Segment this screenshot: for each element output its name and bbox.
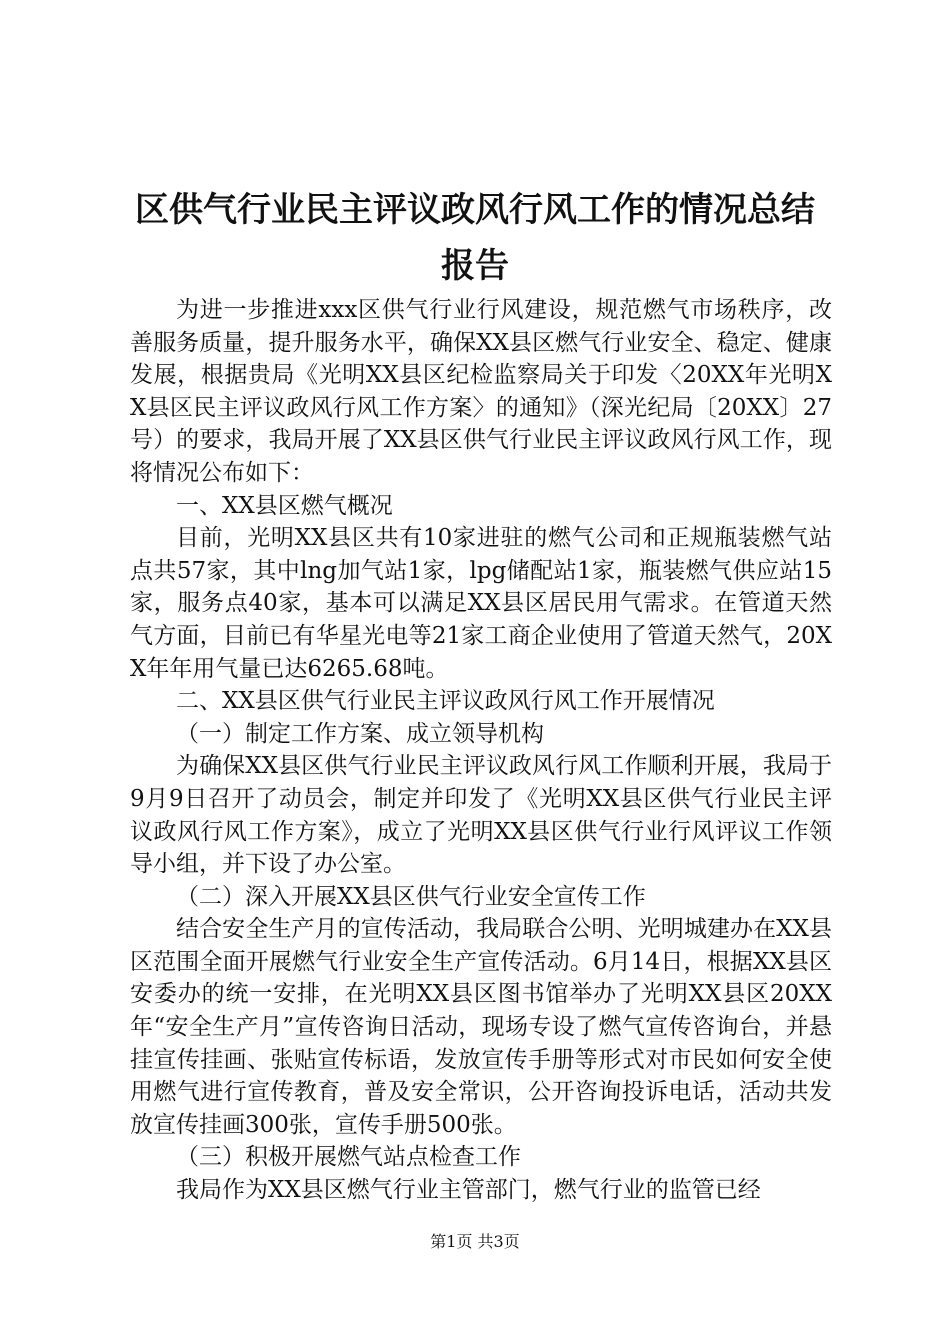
document-title-line-1: 区供气行业民主评议政风行风工作的情况总结	[135, 190, 815, 230]
subsection-heading-safety: （二）深入开展XX县区供气行业安全宣传工作	[176, 883, 646, 910]
document-title-line-2: 报告	[441, 246, 509, 286]
page-number-footer: 第1页 共3页	[430, 1232, 520, 1251]
subsection-heading-inspection: （三）积极开展燃气站点检查工作	[176, 1144, 521, 1171]
section-heading-progress: 二、XX县区供气行业民主评议政风行风工作开展情况	[176, 688, 715, 715]
paragraph-plan: 为确保XX县区供气行业民主评议政风行风工作顺利开展，我局于9月9日召开了动员会，制定并印发了《光明XX县区供气行业民主评议政风行风工作方案》，成立了光明XX县区供气行业行风评议工作领导小组，并下设了办公室。	[130, 753, 832, 878]
subsection-heading-plan: （一）制定工作方案、成立领导机构	[176, 720, 544, 747]
paragraph-inspection: 我局作为XX县区燃气行业主管部门，燃气行业的监管已经	[176, 1177, 761, 1204]
paragraph-safety: 结合安全生产月的宣传活动，我局联合公明、光明城建办在XX县区范围全面开展燃气行业安全生产宣传活动。6月14日，根据XX县区安委办的统一安排，在光明XX县区图书馆举办了光明XX县区20XX年“安全生产月”宣传咨询日活动，现场专设了燃气宣传咨询台，并悬挂宣传挂画、张贴宣传标语，发放宣传手册等形式对市民如何安全使用燃气进行宣传教育，普及安全常识，公开咨询投诉电话，活动共发放宣传挂画300张，宣传手册500张。	[130, 916, 832, 1138]
document-body	[130, 294, 832, 1207]
paragraph-intro: 为进一步推进xxx区供气行业行风建设，规范燃气市场秩序，改善服务质量，提升服务水平，确保XX县区燃气行业安全、稳定、健康发展，根据贵局《光明XX县区纪检监察局关于印发〈20XX年光明XX县区民主评议政风行风工作方案〉的通知》（深光纪局〔20XX〕27号）的要求，我局开展了XX县区供气行业民主评议政风行风工作，现将情况公布如下：	[130, 297, 832, 486]
paragraph-overview: 目前，光明XX县区共有10家进驻的燃气公司和正规瓶装燃气站点共57家，其中lng加气站1家，lpg储配站1家，瓶装燃气供应站15家，服务点40家，基本可以满足XX县区居民用气需求。在管道天然气方面，目前已有华星光电等21家工商企业使用了管道天然气，20XX年年用气量已达6265.68吨。	[130, 525, 832, 682]
section-heading-overview: 一、XX县区燃气概况	[176, 492, 393, 519]
